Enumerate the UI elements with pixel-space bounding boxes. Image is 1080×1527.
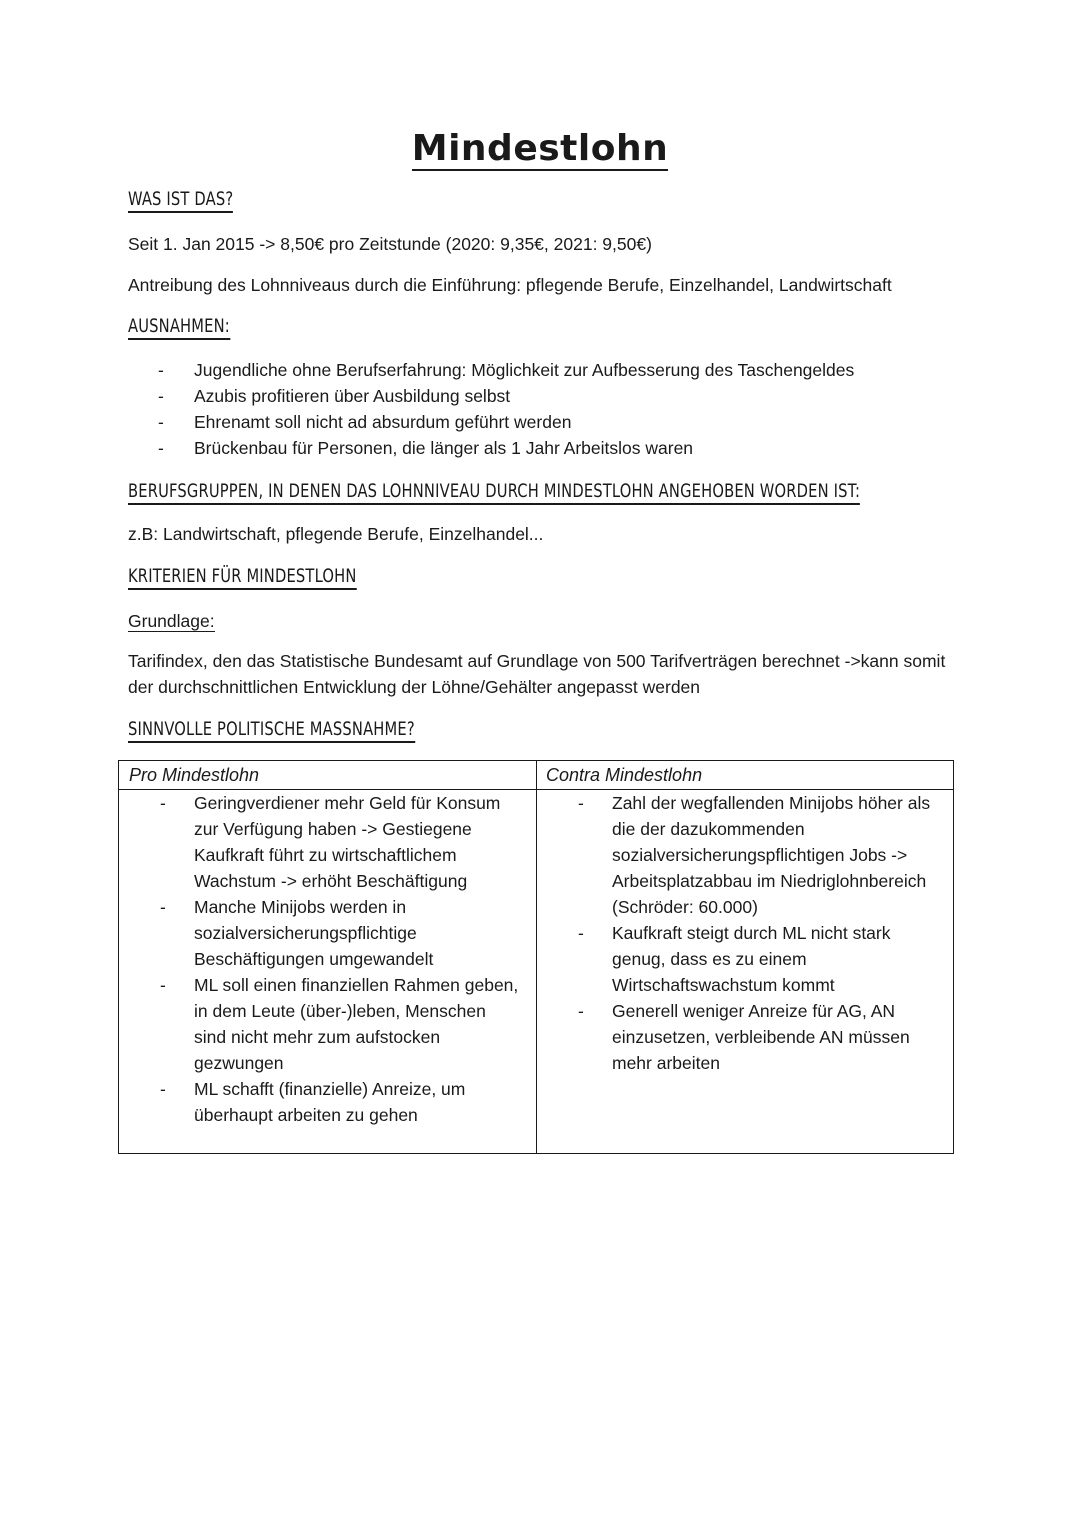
heading-berufsgruppen: BERUFSGRUPPEN, IN DENEN DAS LOHNNIVEAU DURCH MINDESTLOHN ANGEHOBEN WORDEN IST: [128,480,979,505]
heading-ausnahmen: AUSNAHMEN: [128,315,247,340]
pro-header: Pro Mindestlohn [119,761,536,790]
page-title-text: Mindestlohn [411,128,669,169]
list-item: - Manche Minijobs werden in sozialversicherungspflichtige Beschäftigungen umgewandelt [119,894,536,972]
list-item: - Brückenbau für Personen, die länger als 1 Jahr Arbeitslos waren [128,435,968,461]
text-seit-2015: Seit 1. Jan 2015 -> 8,50€ pro Zeitstunde (2020: 9,35€, 2021: 9,50€) [128,234,652,254]
heading-massnahme: SINNVOLLE POLITISCHE MASSNAHME? [128,718,462,743]
text-tarifindex: Tarifindex, den das Statistische Bundesamt auf Grundlage von 500 Tarifverträgen berechnet ->kann somit der durchschnittlichen Entwicklung der Löhne/Gehälter angepasst werden [128,651,946,697]
list-item: - ML soll einen finanziellen Rahmen geben, in dem Leute (über-)leben, Menschen sind nicht mehr zum aufstocken gezwungen [119,972,536,1076]
list-item: - Generell weniger Anreize für AG, AN einzusetzen, verbleibende AN müssen mehr arbeiten [537,998,954,1076]
pro-contra-table [118,760,954,1154]
list-item: - Azubis profitieren über Ausbildung selbst [128,383,968,409]
text-antreibung: Antreibung des Lohnniveaus durch die Einführung: pflegende Berufe, Einzelhandel, Landwirtschaft [128,275,892,295]
list-item: - ML schafft (finanzielle) Anreize, um überhaupt arbeiten zu gehen [119,1076,536,1128]
page-title [0,128,1080,169]
contra-header: Contra Mindestlohn [537,761,954,790]
contra-column [537,761,954,1153]
list-item: - Zahl der wegfallenden Minijobs höher als die der dazukommenden sozialversicherungspflichtigen Jobs -> Arbeitsplatzabbau im Niedriglohnbereich (Schröder: 60.000) [537,790,954,920]
list-item: - Kaufkraft steigt durch ML nicht stark genug, dass es zu einem Wirtschaftswachstum kommt [537,920,954,998]
list-item: - Ehrenamt soll nicht ad absurdum geführt werden [128,409,968,435]
ausnahmen-list [128,357,968,461]
text-berufsgruppen: z.B: Landwirtschaft, pflegende Berufe, Einzelhandel... [128,524,544,544]
contra-list [537,790,954,1076]
list-item: - Geringverdiener mehr Geld für Konsum zur Verfügung haben -> Gestiegene Kaufkraft führt zu wirtschaftlichem Wachstum -> erhöht Beschäftigung [119,790,536,894]
heading-kriterien: KRITERIEN FÜR MINDESTLOHN [128,565,394,590]
pro-list [119,790,536,1128]
pro-column [119,761,537,1153]
sublabel-grundlage: Grundlage: [128,611,215,631]
list-item: - Jugendliche ohne Berufserfahrung: Möglichkeit zur Aufbesserung des Taschengeldes [128,357,968,383]
heading-was-ist-das: WAS IST DAS? [128,188,250,213]
